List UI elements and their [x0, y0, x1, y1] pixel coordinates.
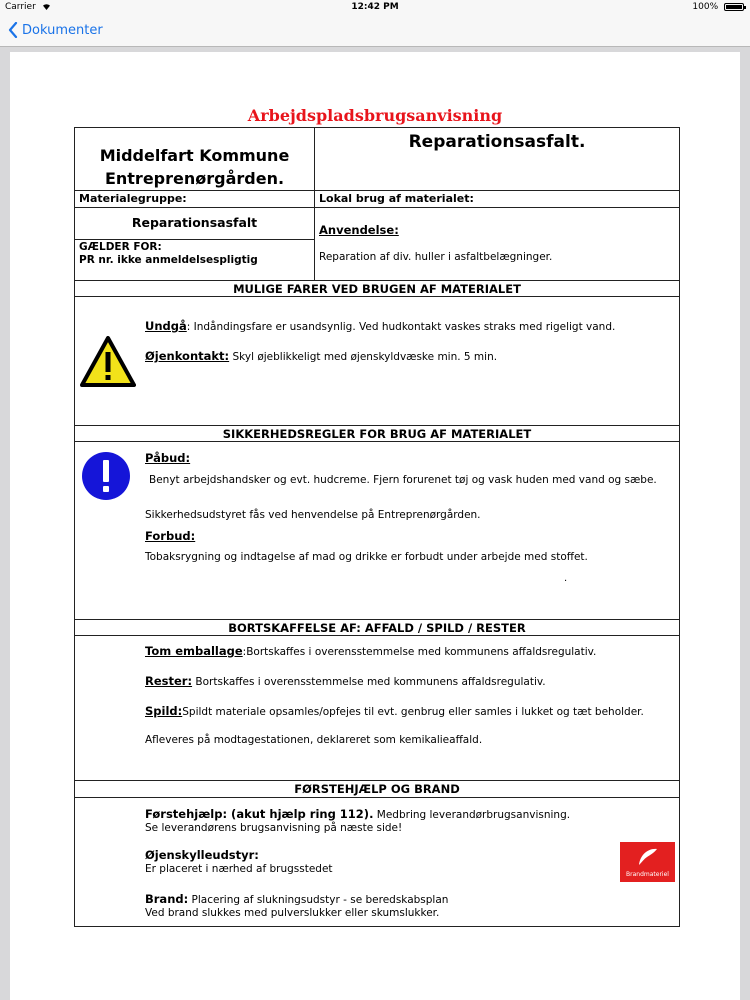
ojenkontakt-label: Øjenkontakt: — [145, 349, 230, 363]
brand-label: Brand: — [145, 892, 189, 906]
materialegruppe-label: Materialegruppe: — [79, 192, 187, 205]
undga-line — [145, 319, 615, 334]
rester-text: Bortskaffes i overensstemmelse med kommunens affaldsregulativ. — [192, 676, 546, 688]
brand-text: Placering af slukningsudstyr - se beredskabsplan — [188, 894, 449, 906]
undga-text: : Indåndingsfare er usandsynlig. Ved hudkontakt vaskes straks med rigeligt vand. — [186, 321, 616, 333]
ojenkontakt-text: Skyl øjeblikkeligt med øjenskyldvæske min. 5 min. — [229, 351, 498, 363]
spild-text: Spildt materiale opsamles/opfejes til evt. genbrug eller samles i lukket og tæt beholder. — [182, 706, 644, 718]
bortskaffelse-heading: BORTSKAFFELSE AF: AFFALD / SPILD / RESTER — [228, 621, 526, 635]
tom-emballage-line — [145, 644, 596, 659]
rester-line — [145, 674, 546, 689]
warning-triangle-icon — [80, 336, 136, 388]
document-page[interactable] — [10, 52, 740, 1000]
lokal-brug-label: Lokal brug af materialet: — [319, 192, 474, 205]
status-bar — [0, 0, 750, 14]
forbud-label: Forbud: — [145, 529, 196, 543]
safety-sheet-table — [74, 127, 680, 927]
forstehjaelp-label: Førstehjælp: (akut hjælp ring 112). — [145, 807, 374, 821]
pabud-text: Benyt arbejdshandsker og evt. hudcreme. Fjern forurenet tøj og vask huden med vand og sæbe. — [149, 474, 657, 486]
rester-label: Rester: — [145, 674, 193, 688]
gaelder-value: PR nr. ikke anmeldelsespligtig — [79, 254, 258, 266]
battery-percent: 100% — [692, 2, 719, 12]
ojenskylleudstyr-text: Er placeret i nærhed af brugsstedet — [145, 863, 333, 875]
forstehjaelp-text-2: Se leverandørens brugsanvisning på næste side! — [145, 822, 403, 834]
undga-label: Undgå — [145, 319, 187, 333]
materialegruppe-value: Reparationsasfalt — [131, 215, 258, 230]
brand-text-2: Ved brand slukkes med pulverslukker eller skumslukker. — [145, 907, 440, 919]
stray-dot: . — [564, 573, 568, 584]
farer-heading: MULIGE FARER VED BRUGEN AF MATERIALET — [233, 282, 521, 296]
forstehjaelp-text: Medbring leverandørbrugsanvisning. — [373, 809, 571, 821]
fire-extinguisher-icon — [636, 845, 660, 869]
forstehjaelp-line — [145, 807, 570, 822]
navigation-bar — [0, 14, 750, 47]
org-line-2: Entreprenørgården. — [104, 169, 285, 188]
product-heading: Reparationsasfalt. — [408, 132, 586, 152]
chevron-left-icon — [8, 22, 18, 38]
anvendelse-label: Anvendelse: — [319, 223, 399, 237]
mandatory-info-icon — [81, 451, 131, 501]
brandmateriel-sign — [620, 842, 675, 882]
tom-emballage-label: Tom emballage — [145, 644, 243, 658]
carrier-label: Carrier — [5, 2, 36, 12]
sikkerhed-heading: SIKKERHEDSREGLER FOR BRUG AF MATERIALET — [222, 427, 532, 441]
brandmateriel-label: Brandmateriel — [626, 871, 669, 878]
tom-emballage-text: :Bortskaffes i overensstemmelse med kommunens affaldsregulativ. — [242, 646, 597, 658]
org-line-1: Middelfart Kommune — [99, 146, 290, 165]
forbud-text: Tobaksrygning og indtagelse af mad og drikke er forbudt under arbejde med stoffet. — [145, 551, 588, 563]
spild-label: Spild: — [145, 704, 183, 718]
forstehjaelp-heading: FØRSTEHJÆLP OG BRAND — [294, 782, 460, 796]
document-title: Arbejdspladsbrugsanvisning — [247, 106, 503, 125]
pabud-label: Påbud: — [145, 451, 191, 465]
back-button[interactable] — [8, 20, 103, 40]
gaelder-label: GÆLDER FOR: — [79, 241, 162, 253]
back-button-label: Dokumenter — [22, 22, 103, 38]
anvendelse-text: Reparation af div. huller i asfaltbelægninger. — [319, 251, 553, 263]
ojenkontakt-line — [145, 349, 497, 364]
battery-icon — [724, 3, 744, 11]
clock: 12:42 PM — [351, 2, 399, 12]
organization-name — [75, 144, 314, 190]
afleveres-text: Afleveres på modtagestationen, deklareret som kemikalieaffald. — [145, 734, 483, 746]
spild-line — [145, 704, 644, 719]
brand-line — [145, 892, 448, 907]
battery-indicator — [692, 0, 744, 14]
ojenskylleudstyr-label: Øjenskylleudstyr: — [145, 848, 259, 862]
udstyr-text: Sikkerhedsudstyret fås ved henvendelse på Entreprenørgården. — [145, 509, 481, 521]
